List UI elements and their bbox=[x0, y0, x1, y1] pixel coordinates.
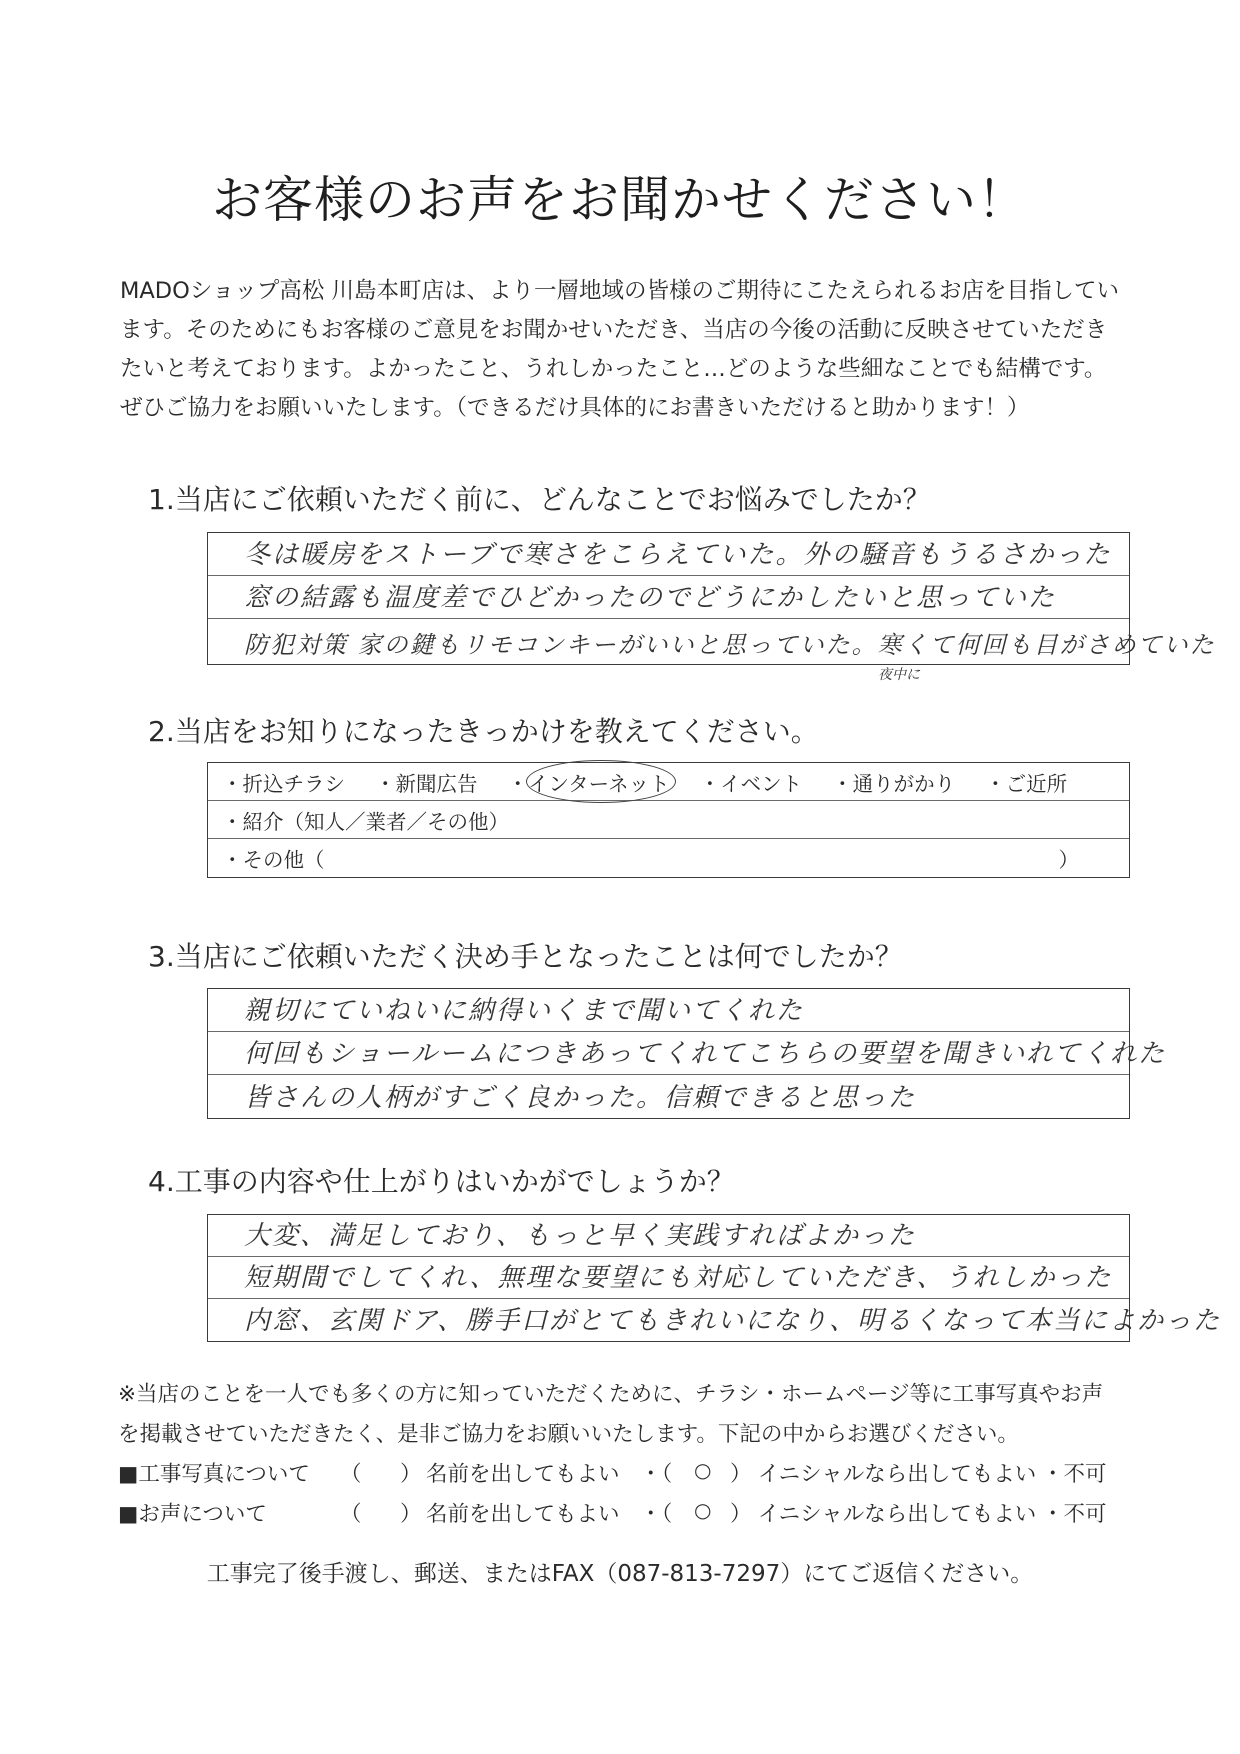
option-not-allowed[interactable]: ・不可 bbox=[1042, 1462, 1107, 1487]
option-name-ok: 名前を出してもよい bbox=[426, 1502, 620, 1527]
question-2-label: 2.当店をお知りになったきっかけを教えてください。 bbox=[148, 715, 819, 748]
intro-line: ぜひご協力をお願いいたします。（できるだけ具体的にお書きいただけると助かります！） bbox=[120, 395, 1030, 421]
question-4-label: 4.工事の内容や仕上がりはいかがでしょうか？ bbox=[148, 1165, 735, 1198]
handwritten-insert-note: 夜中に bbox=[878, 667, 920, 683]
notice-line: ※当店のことを一人でも多くの方に知っていただくために、チラシ・ホームページ等に工事写真やお声 bbox=[118, 1382, 1104, 1407]
handwritten-answer: 防犯対策 家の鍵もリモコンキーがいいと思っていた。寒くて何回も目がさめていた bbox=[244, 631, 1216, 659]
name-ok-paren-close[interactable]: ） bbox=[400, 1502, 422, 1527]
intro-line: MADOショップ高松 川島本町店は、より一層地域の皆様のご期待にこたえられるお店を目指してい bbox=[120, 278, 1120, 304]
handwritten-answer: 窓の結露も温度差でひどかったのでどうにかしたいと思っていた bbox=[244, 583, 1057, 613]
handwritten-answer: 内窓、玄関ドア、勝手口がとてもきれいになり、明るくなって本当によかった bbox=[244, 1306, 1222, 1336]
question-2-options-box bbox=[207, 762, 1130, 878]
option-initials-ok: イニシャルなら出してもよい bbox=[758, 1462, 1037, 1487]
answer-line bbox=[208, 1032, 1167, 1075]
option-neighborhood[interactable]: ・ご近所 bbox=[985, 771, 1068, 796]
name-ok-paren-open[interactable]: （ bbox=[340, 1462, 362, 1487]
other-close-paren: ） bbox=[1058, 848, 1079, 872]
handwritten-circle-mark: ○ bbox=[694, 1458, 712, 1482]
answer-line bbox=[208, 533, 1129, 576]
permission-label: ■お声について bbox=[118, 1502, 267, 1527]
initials-ok-paren-open[interactable]: ・（ bbox=[640, 1502, 673, 1527]
handwritten-answer: 何回もショールームにつきあってくれてこちらの要望を聞きいれてくれた bbox=[244, 1039, 1167, 1069]
answer-line bbox=[208, 576, 1129, 619]
option-name-ok: 名前を出してもよい bbox=[426, 1462, 620, 1487]
options-line bbox=[208, 839, 1129, 877]
option-internet-circled[interactable]: ・インターネット bbox=[508, 767, 670, 797]
answer-line bbox=[208, 619, 1216, 664]
options-line bbox=[208, 801, 1129, 839]
question-4-answer-box[interactable] bbox=[207, 1214, 1222, 1342]
option-not-allowed[interactable]: ・不可 bbox=[1042, 1502, 1107, 1527]
page-title: お客様のお声をお聞かせください！ bbox=[212, 171, 1028, 229]
handwritten-answer: 皆さんの人柄がすごく良かった。信頼できると思った bbox=[244, 1083, 917, 1113]
question-1-answer-box[interactable] bbox=[207, 532, 1216, 665]
option-flyer[interactable]: ・折込チラシ bbox=[222, 771, 345, 796]
notice-line: を掲載させていただきたく、是非ご協力をお願いいたします。下記の中からお選びください。 bbox=[118, 1422, 1019, 1447]
permission-label: ■工事写真について bbox=[118, 1462, 310, 1487]
answer-line bbox=[208, 1257, 1129, 1299]
options-line bbox=[208, 763, 1129, 801]
answer-line bbox=[208, 989, 1129, 1032]
handwritten-answer: 短期間でしてくれ、無理な要望にも対応していただき、うれしかった bbox=[244, 1263, 1113, 1293]
option-other[interactable]: ・その他（ bbox=[222, 848, 325, 872]
intro-line: たいと考えております。よかったこと、うれしかったこと…どのような些細なことでも結構です。 bbox=[120, 356, 1107, 382]
name-ok-paren-close[interactable]: ） bbox=[400, 1462, 422, 1487]
intro-line: ます。そのためにもお客様のご意見をお聞かせいただき、当店の今後の活動に反映させていただき bbox=[120, 317, 1108, 343]
answer-line bbox=[208, 1215, 1129, 1257]
option-newspaper-ad[interactable]: ・新聞広告 bbox=[375, 771, 478, 796]
handwritten-answer: 冬は暖房をストーブで寒さをこらえていた。外の騒音もうるさかった bbox=[244, 540, 1112, 570]
question-3-label: 3.当店にご依頼いただく決め手となったことは何でしたか？ bbox=[148, 940, 903, 973]
handwritten-answer: 親切にていねいに納得いくまで聞いてくれた bbox=[244, 996, 805, 1026]
permission-row-voice bbox=[118, 1497, 1118, 1537]
answer-line bbox=[208, 1299, 1222, 1341]
name-ok-paren-open[interactable]: （ bbox=[340, 1502, 362, 1527]
intro-paragraph bbox=[120, 272, 1140, 428]
publication-notice bbox=[118, 1375, 1148, 1455]
return-instructions: 工事完了後手渡し、郵送、またはFAX（087-813-7297）にてご返信ください。 bbox=[206, 1561, 1034, 1587]
answer-line bbox=[208, 1075, 1129, 1118]
question-3-answer-box[interactable] bbox=[207, 988, 1167, 1119]
initials-ok-paren-open[interactable]: ・（ bbox=[640, 1462, 673, 1487]
handwritten-circle-mark: ○ bbox=[694, 1498, 712, 1522]
option-event[interactable]: ・イベント bbox=[699, 771, 803, 796]
question-1-label: 1.当店にご依頼いただく前に、どんなことでお悩みでしたか？ bbox=[148, 483, 931, 516]
initials-ok-paren-close[interactable]: ） bbox=[730, 1502, 752, 1527]
handwritten-answer: 大変、満足しており、もっと早く実践すればよかった bbox=[244, 1221, 917, 1251]
permission-row-photos bbox=[118, 1457, 1118, 1497]
initials-ok-paren-close[interactable]: ） bbox=[730, 1462, 752, 1487]
option-passing-by[interactable]: ・通りがかり bbox=[832, 771, 956, 796]
option-initials-ok: イニシャルなら出してもよい bbox=[758, 1502, 1037, 1527]
option-referral[interactable]: ・紹介（知人／業者／その他） bbox=[222, 809, 509, 834]
